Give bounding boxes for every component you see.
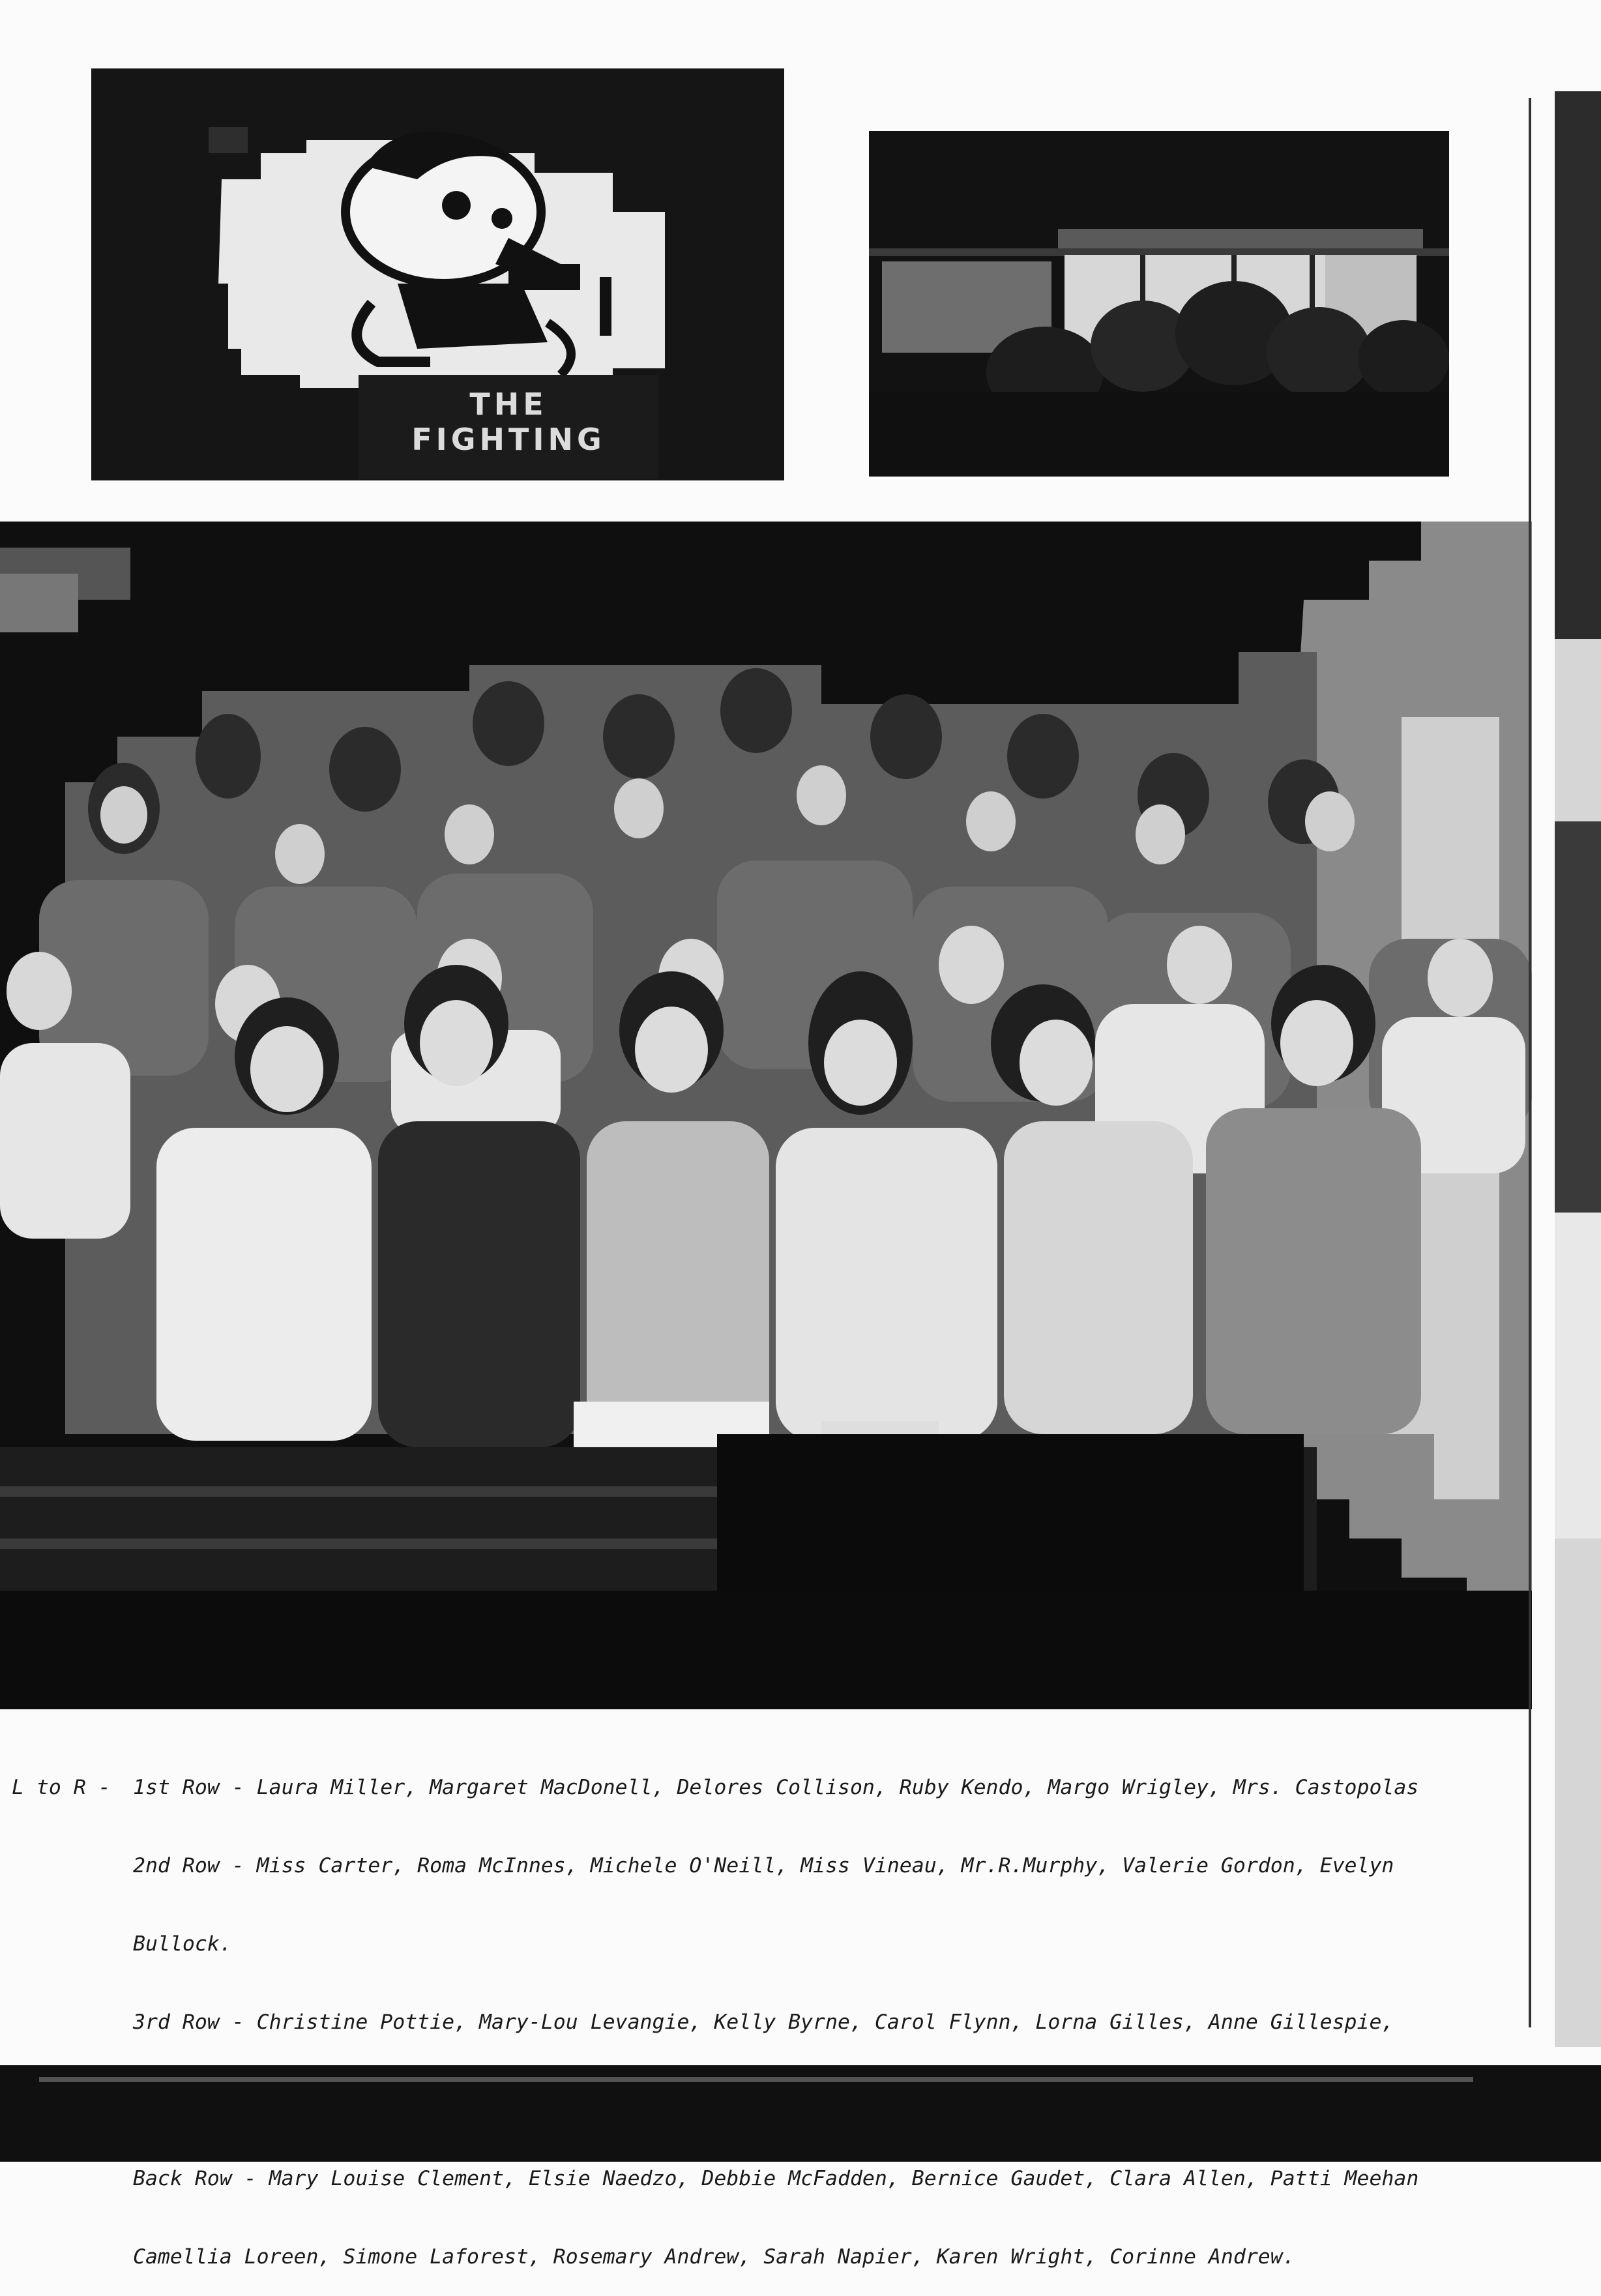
caption-row-3rd: 3rd Row - Christine Pottie, Mary-Lou Levangie, Kelly Byrne, Carol Flynn, Lorna Gilles, Anne Gillespie, bbox=[133, 2010, 1394, 2034]
mascot-photo bbox=[91, 68, 784, 480]
photo-caption bbox=[12, 1722, 1531, 2296]
group-photo-image bbox=[0, 522, 1532, 1709]
caption-row-2nd: 2nd Row - Miss Carter, Roma McInnes, Michele O'Neill, Miss Vineau, Mr.R.Murphy, Valerie Gordon, Evelyn bbox=[133, 1854, 1394, 1877]
adjacent-page-strip bbox=[1555, 91, 1601, 2047]
caption-row-back-cont: Camellia Loreen, Simone Laforest, Rosemary Andrew, Sarah Napier, Karen Wright, Corinne Andrew. bbox=[133, 2245, 1295, 2269]
scan-artifact bbox=[39, 2077, 1473, 2082]
mascot-banner-text: THE FIGHTING bbox=[411, 387, 606, 457]
caption-row-2nd-cont: Bullock. bbox=[133, 1932, 232, 1956]
group-photo bbox=[0, 522, 1532, 1709]
strip-dark-block bbox=[1555, 821, 1601, 1213]
bus-interior-icon bbox=[869, 131, 1449, 477]
caption-lead: L to R - bbox=[12, 1776, 111, 1799]
caption-row-back: Back Row - Mary Louise Clement, Elsie Naedzo, Debbie McFadden, Bernice Gaudet, Clara Allen, Patti Meehan bbox=[133, 2167, 1419, 2190]
caption-line bbox=[12, 1774, 1531, 1801]
strip-dark-block bbox=[1555, 91, 1601, 639]
strip-light-block bbox=[1555, 1213, 1601, 1538]
bus-interior-photo bbox=[869, 131, 1449, 477]
caption-row-1st: 1st Row - Laura Miller, Margaret MacDonell, Delores Collison, Ruby Kendo, Margo Wrigley, Mrs. Castopolas bbox=[133, 1776, 1419, 1799]
page-bottom-bar bbox=[0, 2065, 1601, 2162]
